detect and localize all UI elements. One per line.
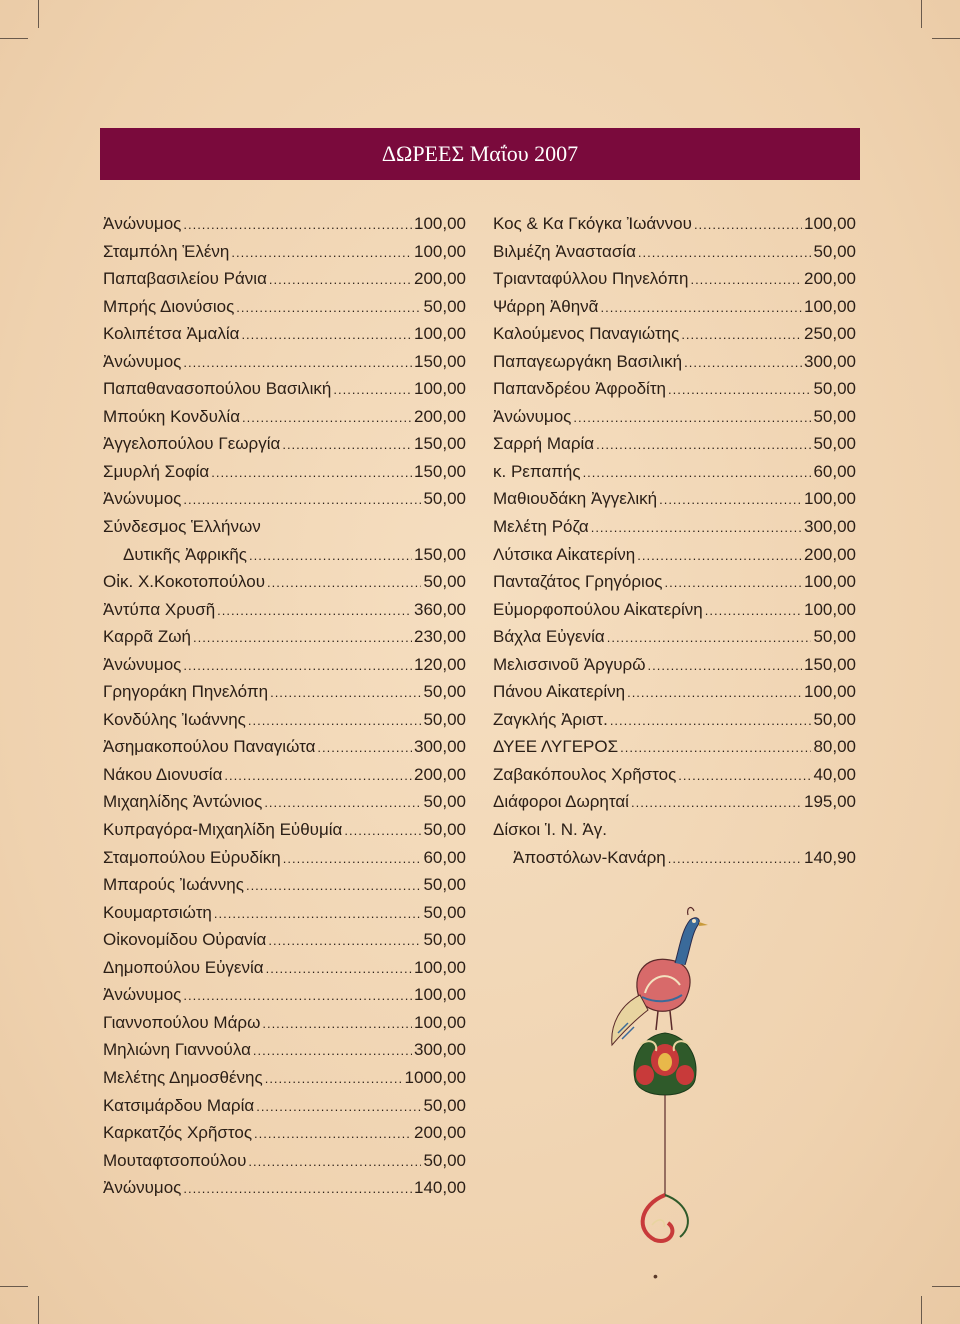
donor-name: Κονδύλης Ἰωάννης: [103, 709, 246, 729]
donation-amount: 50,00: [423, 296, 466, 316]
donation-entry: [493, 651, 856, 679]
right-donation-list: [493, 210, 856, 871]
dot-leader: [224, 762, 412, 790]
dot-leader: [607, 624, 812, 652]
dot-leader: [270, 679, 421, 707]
donation-amount: 50,00: [423, 930, 466, 950]
donation-amount: 100,00: [804, 682, 856, 702]
dot-leader: [183, 652, 412, 680]
dot-leader: [248, 707, 422, 735]
donation-entry: [103, 403, 466, 431]
donation-entry: [493, 375, 856, 403]
crop-mark: [921, 1296, 922, 1324]
donation-amount: 100,00: [414, 985, 466, 1005]
donor-name: Κολιπέτσα Ἀμαλία: [103, 324, 240, 344]
crop-mark: [932, 38, 960, 39]
dot-leader: [344, 817, 421, 845]
donation-entry: [103, 678, 466, 706]
donation-entry: [103, 485, 466, 513]
donation-amount: 300,00: [414, 737, 466, 757]
dot-leader: [668, 845, 802, 873]
donation-entry: [103, 1064, 466, 1092]
donation-entry: [103, 375, 466, 403]
dot-leader: [705, 597, 802, 625]
donor-name: Βάχλα Εὐγενία: [493, 627, 605, 647]
donor-name: Μπούκη Κονδυλία: [103, 406, 241, 426]
donation-entry: [103, 706, 466, 734]
donation-entry: [493, 210, 856, 238]
donation-amount: 50,00: [813, 434, 856, 454]
donor-name: Κουμαρτσιώτη: [103, 902, 212, 922]
donor-name: Ἀνώνυμος: [103, 351, 182, 371]
donation-amount: 50,00: [813, 406, 856, 426]
donation-entry: [493, 568, 856, 596]
donation-amount: 50,00: [423, 572, 466, 592]
donor-name: Καρρᾶ Ζωή: [103, 627, 191, 647]
dot-leader: [236, 294, 421, 322]
donation-amount: 50,00: [423, 902, 466, 922]
donation-entry: [103, 733, 466, 761]
donation-amount: 50,00: [423, 709, 466, 729]
donor-name: Μπαρούς Ἰωάννης: [103, 875, 244, 895]
donation-entry: [103, 954, 466, 982]
donation-entry: [493, 541, 856, 569]
donor-name: Μελέτης Δημοσθένης: [103, 1067, 263, 1087]
donor-name: Λύτσικα Αἰκατερίνη: [493, 544, 636, 564]
donation-entry: [493, 403, 856, 431]
donor-name: Μιχαηλίδης Ἀντώνιος: [103, 792, 263, 812]
page-title: ΔΩΡΕΕΣ Μαΐου 2007: [381, 141, 579, 166]
dot-leader: [249, 542, 412, 570]
donor-name: Κυπραγόρα-Μιχαηλίδη Εὐθυμία: [103, 820, 343, 840]
donor-name: Ἀνώνυμος: [103, 1178, 182, 1198]
dot-leader: [193, 624, 412, 652]
donor-name: Ζαβακόπουλος Χρῆστος: [493, 764, 677, 784]
dot-leader: [333, 376, 412, 404]
donor-name: Σαρρή Μαρία: [493, 434, 595, 454]
donor-name: Ἀσημακοπούλου Παναγιώτα: [103, 737, 316, 757]
donor-name: Πάνου Αἰκατερίνη: [493, 682, 626, 702]
decorative-bird-ornament: [600, 905, 730, 1255]
dot-leader: [183, 211, 412, 239]
donation-entry: [103, 816, 466, 844]
donation-amount: 100,00: [804, 599, 856, 619]
donor-name: Ψάρρη Ἀθηνᾶ: [493, 296, 599, 316]
donation-amount: 60,00: [423, 847, 466, 867]
dot-leader: [573, 404, 811, 432]
donation-entry: [103, 210, 466, 238]
dot-leader: [262, 1010, 412, 1038]
donation-entry: [493, 816, 856, 844]
donation-amount: 200,00: [804, 269, 856, 289]
donation-amount: 50,00: [423, 1150, 466, 1170]
dot-leader: [681, 321, 802, 349]
dot-leader: [183, 982, 412, 1010]
dot-leader: [678, 762, 811, 790]
donor-name: Εὐμορφοπούλου Αἰκατερίνη: [493, 599, 703, 619]
donation-entry: [103, 651, 466, 679]
donation-amount: 50,00: [813, 379, 856, 399]
dot-leader: [211, 459, 412, 487]
donation-entry: [103, 1092, 466, 1120]
donation-amount: 100,00: [414, 324, 466, 344]
donor-name: Γιαννοπούλου Μάρω: [103, 1012, 261, 1032]
donor-name: Παπαγεωργάκη Βασιλική: [493, 351, 683, 371]
donation-amount: 200,00: [414, 406, 466, 426]
dot-leader: [246, 872, 422, 900]
donation-amount: 50,00: [423, 489, 466, 509]
donor-name: Ἀποστόλων-Κανάρη: [513, 847, 666, 867]
donor-name: Μουταφτσοπούλου: [103, 1150, 247, 1170]
donation-entry: [103, 1147, 466, 1175]
dot-leader: [183, 486, 421, 514]
donor-name: Ζαγκλής Ἀριστ.: [493, 709, 608, 729]
donation-entry: [493, 706, 856, 734]
donation-entry: [103, 320, 466, 348]
donation-amount: 80,00: [813, 737, 856, 757]
dot-leader: [638, 239, 812, 267]
dot-leader: [583, 459, 812, 487]
donation-entry: [493, 596, 856, 624]
donation-entry: [493, 844, 856, 872]
dot-leader: [317, 734, 412, 762]
donor-name: Ἀνώνυμος: [103, 985, 182, 1005]
donor-name: Γρηγοράκη Πηνελόπη: [103, 682, 269, 702]
donation-entry: [493, 265, 856, 293]
dot-leader: [214, 900, 422, 928]
donor-name: Παπαθανασοπούλου Βασιλική: [103, 379, 332, 399]
donation-amount: 50,00: [423, 792, 466, 812]
donation-entry: [103, 513, 466, 541]
donation-entry: [103, 541, 466, 569]
donation-amount: 250,00: [804, 324, 856, 344]
donation-entry: [493, 513, 856, 541]
donation-amount: 200,00: [804, 544, 856, 564]
dot-leader: [183, 349, 412, 377]
donor-name: Σταμοπούλου Εὐρυδίκη: [103, 847, 281, 867]
donation-entry: [103, 1009, 466, 1037]
dot-leader: [269, 266, 412, 294]
donation-amount: 1000,00: [404, 1067, 466, 1087]
donor-name: Ἀνώνυμος: [103, 654, 182, 674]
donation-amount: 150,00: [804, 654, 856, 674]
dot-leader: [265, 1065, 403, 1093]
donor-name: Δυτικῆς Ἀφρικῆς: [123, 544, 247, 564]
donation-entry: [103, 871, 466, 899]
donation-amount: 100,00: [804, 296, 856, 316]
donation-amount: 50,00: [423, 820, 466, 840]
donation-amount: 50,00: [813, 709, 856, 729]
donation-amount: 50,00: [813, 627, 856, 647]
donation-amount: 100,00: [414, 957, 466, 977]
donation-amount: 100,00: [804, 572, 856, 592]
donor-name: Παπαβασιλείου Ράνια: [103, 269, 267, 289]
dot-leader: [627, 679, 802, 707]
donation-amount: 200,00: [414, 764, 466, 784]
donation-entry: [493, 348, 856, 376]
dot-leader: [637, 542, 802, 570]
donation-entry: [493, 623, 856, 651]
donor-name: Κατσιμάρδου Μαρία: [103, 1095, 255, 1115]
dot-leader: [253, 1037, 412, 1065]
dot-leader: [690, 266, 802, 294]
dot-leader: [668, 376, 811, 404]
donation-entry: [103, 1119, 466, 1147]
donor-name: Σταμπόλη Ἑλένη: [103, 241, 230, 261]
donation-amount: 150,00: [414, 434, 466, 454]
donor-name: Διάφοροι Δωρηταί: [493, 792, 629, 812]
dot-leader: [254, 1120, 412, 1148]
donation-entry: [103, 788, 466, 816]
donation-amount: 140,90: [804, 847, 856, 867]
dot-leader: [266, 955, 412, 983]
donation-entry: [103, 238, 466, 266]
donor-name: Πανταζάτος Γρηγόριος: [493, 572, 663, 592]
donation-amount: 50,00: [813, 241, 856, 261]
donation-amount: 300,00: [414, 1040, 466, 1060]
donation-amount: 150,00: [414, 351, 466, 371]
donor-name: Καλούμενος Παναγιώτης: [493, 324, 680, 344]
donation-entry: [103, 899, 466, 927]
donation-amount: 60,00: [813, 461, 856, 481]
donor-name: Μελέτη Ρόζα: [493, 517, 589, 537]
crop-mark: [38, 1296, 39, 1324]
donation-entry: [103, 844, 466, 872]
donation-entry: [493, 485, 856, 513]
donation-amount: 230,00: [414, 627, 466, 647]
donor-name: Μαθιουδάκη Ἀγγελική: [493, 489, 658, 509]
donation-entry: [103, 265, 466, 293]
dot-leader: [267, 569, 421, 597]
donation-entry: [103, 623, 466, 651]
dot-leader: [648, 652, 802, 680]
dot-leader: [242, 404, 412, 432]
dot-leader: [256, 1093, 421, 1121]
donation-amount: 100,00: [804, 214, 856, 233]
donation-entry: [103, 568, 466, 596]
donor-name: Ἀγγελοπούλου Γεωργία: [103, 434, 281, 454]
donor-name: Μπρής Διονύσιος: [103, 296, 235, 316]
donation-entry: [103, 761, 466, 789]
donation-entry: [493, 293, 856, 321]
donor-name: Ἀνώνυμος: [103, 489, 182, 509]
donor-name: Οἰκονομίδου Οὐρανία: [103, 930, 267, 950]
donor-name: Μελισσινοῦ Ἀργυρῶ: [493, 654, 646, 674]
crop-mark: [0, 38, 28, 39]
donor-name: Ἀντύπα Χρυσῆ: [103, 599, 216, 619]
dot-leader: [694, 211, 802, 239]
donation-entry: [103, 293, 466, 321]
crop-mark: [0, 1286, 28, 1287]
left-donation-list: [103, 210, 466, 1202]
donation-entry: [493, 430, 856, 458]
donation-amount: 150,00: [414, 544, 466, 564]
donor-name: κ. Ρεπαπής: [493, 461, 581, 481]
donation-amount: 300,00: [804, 351, 856, 371]
dot-leader: [183, 1175, 412, 1203]
donation-entry: [103, 348, 466, 376]
donor-name: Βιλμέζη Ἀναστασία: [493, 241, 636, 261]
donor-name: Νάκου Διονυσία: [103, 764, 223, 784]
donation-amount: 50,00: [423, 682, 466, 702]
donor-name: Δίσκοι Ἱ. Ν. Ἁγ.: [493, 820, 607, 840]
dot-leader: [248, 1148, 421, 1176]
donation-entry: [103, 430, 466, 458]
donation-entry: [493, 761, 856, 789]
dot-leader: [664, 569, 802, 597]
donation-entry: [103, 926, 466, 954]
donation-amount: 200,00: [414, 269, 466, 289]
donation-entry: [493, 733, 856, 761]
donation-amount: 100,00: [414, 214, 466, 233]
dot-leader: [596, 431, 811, 459]
dot-leader: [217, 597, 412, 625]
donation-amount: 120,00: [414, 654, 466, 674]
donation-amount: 100,00: [414, 379, 466, 399]
dot-leader: [610, 707, 812, 735]
crop-mark: [921, 0, 922, 28]
dot-leader: [241, 321, 412, 349]
donation-amount: 40,00: [813, 764, 856, 784]
crop-mark: [932, 1286, 960, 1287]
donation-amount: 300,00: [804, 517, 856, 537]
donation-entry: [103, 1036, 466, 1064]
dot-leader: [620, 734, 811, 762]
donor-name: Σύνδεσμος Ἑλλήνων: [103, 517, 261, 537]
donation-amount: 200,00: [414, 1123, 466, 1143]
donation-entry: [493, 458, 856, 486]
donation-entry: [493, 238, 856, 266]
donor-name: Σμυρλή Σοφία: [103, 461, 210, 481]
donation-amount: 100,00: [414, 1012, 466, 1032]
donation-amount: 150,00: [414, 461, 466, 481]
donor-name: Ἀνώνυμος: [103, 214, 182, 233]
donation-amount: 50,00: [423, 875, 466, 895]
donation-amount: 50,00: [423, 1095, 466, 1115]
donation-entry: [103, 458, 466, 486]
decorative-dot: •: [653, 1268, 658, 1284]
dot-leader: [282, 431, 412, 459]
dot-leader: [264, 789, 421, 817]
donation-entry: [103, 981, 466, 1009]
donation-amount: 100,00: [804, 489, 856, 509]
donation-amount: 140,00: [414, 1178, 466, 1198]
donor-name: Παπανδρέου Ἀφροδίτη: [493, 379, 667, 399]
dot-leader: [600, 294, 802, 322]
donation-entry: [493, 788, 856, 816]
donation-entry: [493, 320, 856, 348]
dot-leader: [283, 845, 422, 873]
dot-leader: [684, 349, 802, 377]
dot-leader: [268, 927, 421, 955]
donation-amount: 195,00: [804, 792, 856, 812]
donor-name: Καρκατζός Χρῆστος: [103, 1123, 253, 1143]
donor-name: Μηλιώνη Γιαννούλα: [103, 1040, 251, 1060]
donor-name: Ἀνώνυμος: [493, 406, 572, 426]
crop-mark: [38, 0, 39, 28]
donor-name: Κος & Κα Γκόγκα Ἰωάννου: [493, 214, 692, 233]
dot-leader: [231, 239, 412, 267]
donor-name: Τριανταφύλλου Πηνελόπη: [493, 269, 689, 289]
donation-amount: 360,00: [414, 599, 466, 619]
dot-leader: [631, 789, 802, 817]
donor-name: ΔΥΕΕ ΛΥΓΕΡΟΣ: [493, 737, 619, 757]
dot-leader: [591, 514, 802, 542]
donor-name: Οἰκ. Χ.Κοκοτοπούλου: [103, 572, 266, 592]
donation-entry: [103, 596, 466, 624]
donation-amount: 100,00: [414, 241, 466, 261]
dot-leader: [659, 486, 802, 514]
donation-entry: [493, 678, 856, 706]
page-title-banner: [100, 128, 860, 180]
donor-name: Δημοπούλου Εὐγενία: [103, 957, 264, 977]
donation-entry: [103, 1174, 466, 1202]
